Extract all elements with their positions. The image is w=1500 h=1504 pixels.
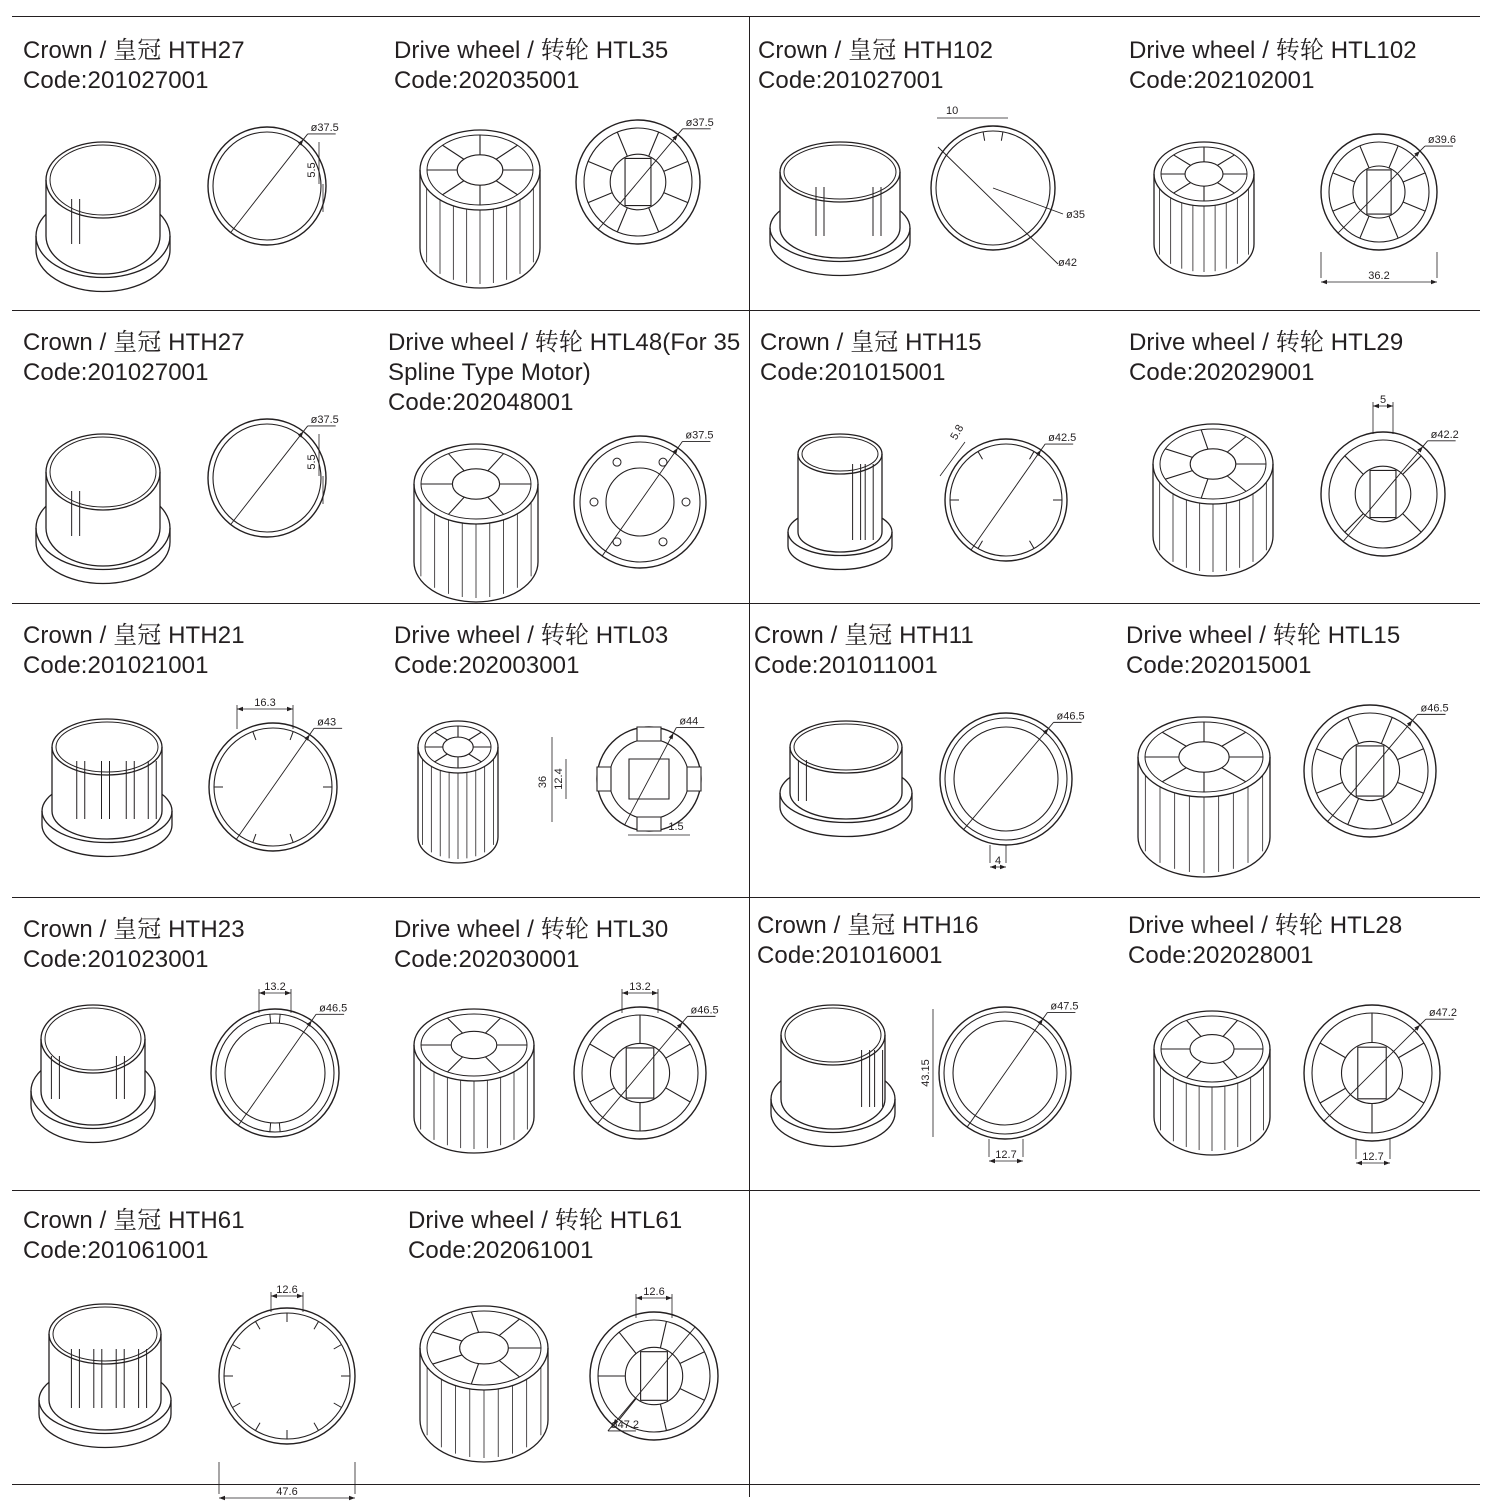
dimension-label: ø47.2	[1428, 1007, 1457, 1020]
product-title	[1129, 328, 1403, 388]
crown-plan-view	[219, 1308, 355, 1444]
product-title	[408, 1206, 682, 1266]
width-dimension	[1321, 252, 1437, 284]
product-name: Drive wheel / 转轮 HTL48(For 35	[388, 329, 741, 356]
diameter-leader	[598, 117, 714, 230]
part-drawing	[23, 1272, 373, 1498]
dimension-label: 5	[1379, 394, 1387, 406]
crown-iso-view	[788, 434, 892, 570]
wheel-iso-view	[420, 1306, 548, 1462]
diameter-leader	[971, 432, 1076, 550]
part-drawing	[758, 102, 1108, 322]
product-title	[23, 36, 245, 96]
product-code: Code:202003001	[394, 652, 580, 679]
wheel-iso-view	[1154, 1011, 1270, 1155]
product-code: Code:201016001	[757, 942, 943, 969]
dimension-label: 4	[994, 855, 1002, 867]
product-code: Code:202030001	[394, 946, 580, 973]
dimension-label: 12.6	[276, 1284, 298, 1296]
dimension-label: ø46.5	[1056, 710, 1085, 723]
product-code: Code:201027001	[758, 67, 944, 94]
part-drawing	[1129, 102, 1479, 322]
dimension-label: 12.6	[643, 1286, 665, 1298]
width-dimension	[990, 845, 1006, 869]
product-code: Code:202029001	[1129, 359, 1315, 386]
diameter-leader	[231, 414, 339, 525]
dimension-label: ø37.5	[685, 116, 714, 129]
wheel-iso-view	[1138, 717, 1270, 877]
product-name: Drive wheel / 转轮 HTL03	[394, 622, 669, 649]
product-title	[394, 621, 668, 681]
dimension-label: 5.8	[948, 422, 967, 443]
product-name: Drive wheel / 转轮 HTL35	[394, 37, 669, 64]
dimension-label: ø37.5	[685, 429, 714, 442]
product-code: Code:201011001	[754, 652, 938, 679]
dimension-label: ø47.5	[1050, 1000, 1079, 1013]
product-code: Code:202035001	[394, 67, 580, 94]
width-dimension	[259, 981, 291, 1013]
product-title	[1126, 621, 1400, 681]
product-name: Crown / 皇冠 HTH15	[760, 329, 982, 356]
dimension-label: ø46.5	[1420, 702, 1449, 715]
product-name: Crown / 皇冠 HTH102	[758, 37, 994, 64]
product-code: Code:201021001	[23, 652, 209, 679]
grid-line	[12, 16, 1480, 17]
diameter-leader	[231, 122, 339, 233]
product-code: Code:202048001	[388, 389, 574, 416]
dimension-label: 36.2	[1368, 270, 1390, 282]
crown-iso-view	[780, 721, 912, 837]
product-name: Drive wheel / 转轮 HTL102	[1129, 37, 1417, 64]
product-name: Crown / 皇冠 HTH27	[23, 37, 245, 64]
dimension-label: ø47.2	[610, 1418, 640, 1431]
product-name: Crown / 皇冠 HTH16	[757, 912, 979, 939]
dimension-label: ø46.5	[319, 1002, 348, 1015]
dimension-label: ø42.5	[1048, 432, 1077, 445]
height-dimension	[920, 1009, 933, 1137]
part-drawing	[408, 1272, 758, 1492]
part-drawing	[754, 687, 1104, 907]
product-code: Code:201023001	[23, 946, 209, 973]
part-drawing	[1128, 977, 1478, 1197]
product-title	[757, 911, 979, 971]
part-drawing	[23, 394, 373, 614]
product-name: Drive wheel / 转轮 HTL29	[1129, 329, 1404, 356]
diameter-leader	[1343, 429, 1459, 542]
dimension-label: 5.5	[306, 162, 318, 178]
part-drawing	[1126, 687, 1476, 907]
product-code: Code:202028001	[1128, 942, 1314, 969]
product-code: Code:201061001	[23, 1237, 209, 1264]
wheel-iso-view	[420, 130, 540, 288]
product-name: Crown / 皇冠 HTH11	[754, 622, 974, 649]
crown-iso-view	[771, 1005, 895, 1147]
width-dimension	[1356, 1139, 1390, 1165]
product-title	[394, 915, 668, 975]
part-drawing	[23, 687, 373, 907]
product-code: Code:201027001	[23, 359, 209, 386]
product-title	[758, 36, 993, 96]
product-name: Drive wheel / 转轮 HTL61	[408, 1207, 683, 1234]
dimension-label: 12.7	[995, 1149, 1017, 1161]
product-title	[760, 328, 982, 388]
width-dimension	[219, 1462, 355, 1500]
width-dimension	[989, 1139, 1023, 1163]
product-title	[23, 1206, 245, 1266]
dimension-label: ø43	[317, 716, 337, 729]
dimension-label: 13.2	[264, 981, 286, 993]
dimension-label: 47.6	[276, 1486, 298, 1498]
product-title	[23, 915, 245, 975]
product-name: Drive wheel / 转轮 HTL15	[1126, 622, 1401, 649]
dimension-label: ø42.2	[1430, 428, 1459, 441]
crown-iso-view	[42, 719, 172, 856]
part-drawing	[394, 102, 744, 322]
crown-iso-view	[31, 1005, 155, 1142]
dimension-label: 5.5	[306, 454, 318, 470]
dimension-label: ø37.5	[310, 413, 339, 426]
product-name: Drive wheel / 转轮 HTL28	[1128, 912, 1403, 939]
dimension-label: 12.7	[1362, 1151, 1384, 1163]
dimension-label: 12.4	[553, 768, 565, 790]
dimension-label: 43.15	[920, 1059, 932, 1087]
product-title	[394, 36, 668, 96]
part-drawing	[23, 981, 373, 1201]
product-name: Crown / 皇冠 HTH21	[23, 622, 245, 649]
dimension-label: 16.3	[254, 697, 276, 709]
crown-iso-view	[770, 142, 910, 276]
product-code: Code:202102001	[1129, 67, 1315, 94]
wheel-iso-view	[1153, 424, 1273, 576]
width-dimension	[937, 105, 1085, 269]
product-title	[754, 621, 974, 681]
dimension-label: ø46.5	[690, 1004, 719, 1017]
part-drawing	[757, 977, 1107, 1197]
product-title	[23, 328, 245, 388]
diameter-leader	[238, 1002, 347, 1125]
wheel-iso-view	[414, 444, 538, 602]
product-code: Code:201015001	[760, 359, 946, 386]
dimension-label: ø35	[1066, 209, 1085, 221]
product-title	[1128, 911, 1402, 971]
product-name: Spline Type Motor)	[388, 359, 591, 386]
part-drawing	[760, 394, 1110, 614]
product-name: Crown / 皇冠 HTH61	[23, 1207, 245, 1234]
product-title	[1129, 36, 1417, 96]
part-drawing	[23, 102, 373, 322]
wheel-iso-view	[414, 1009, 534, 1153]
product-name: Crown / 皇冠 HTH23	[23, 916, 245, 943]
dimension-label: ø42	[1058, 257, 1077, 269]
dimension-label: ø44	[679, 715, 699, 728]
dimension-label: 36	[537, 775, 549, 789]
width-dimension	[1373, 394, 1393, 434]
crown-iso-view	[36, 142, 170, 292]
product-title	[23, 621, 245, 681]
diameter-leader	[598, 1004, 719, 1123]
product-code: Code:201027001	[23, 67, 209, 94]
product-code: Code:202015001	[1126, 652, 1312, 679]
wheel-iso-view	[418, 721, 498, 863]
dimension-label: 13.2	[629, 981, 651, 993]
part-drawing	[394, 981, 744, 1201]
product-name: Crown / 皇冠 HTH27	[23, 329, 245, 356]
product-code: Code:202061001	[408, 1237, 594, 1264]
crown-iso-view	[39, 1304, 171, 1448]
diameter-leader	[1324, 1007, 1457, 1121]
part-drawing	[1129, 394, 1479, 614]
wheel-iso-view	[1154, 142, 1254, 276]
diameter-leader	[1328, 702, 1449, 821]
height-dimension	[537, 737, 690, 835]
product-title	[388, 328, 740, 418]
dimension-label: ø37.5	[310, 121, 339, 134]
diameter-leader	[236, 716, 342, 839]
crown-iso-view	[36, 434, 170, 584]
dimension-label: ø39.6	[1427, 134, 1457, 147]
dimension-label: 10	[946, 105, 959, 117]
part-drawing	[388, 416, 738, 636]
product-name: Drive wheel / 转轮 HTL30	[394, 916, 669, 943]
dimension-label: 1.5	[668, 821, 684, 833]
part-drawing	[394, 687, 744, 907]
